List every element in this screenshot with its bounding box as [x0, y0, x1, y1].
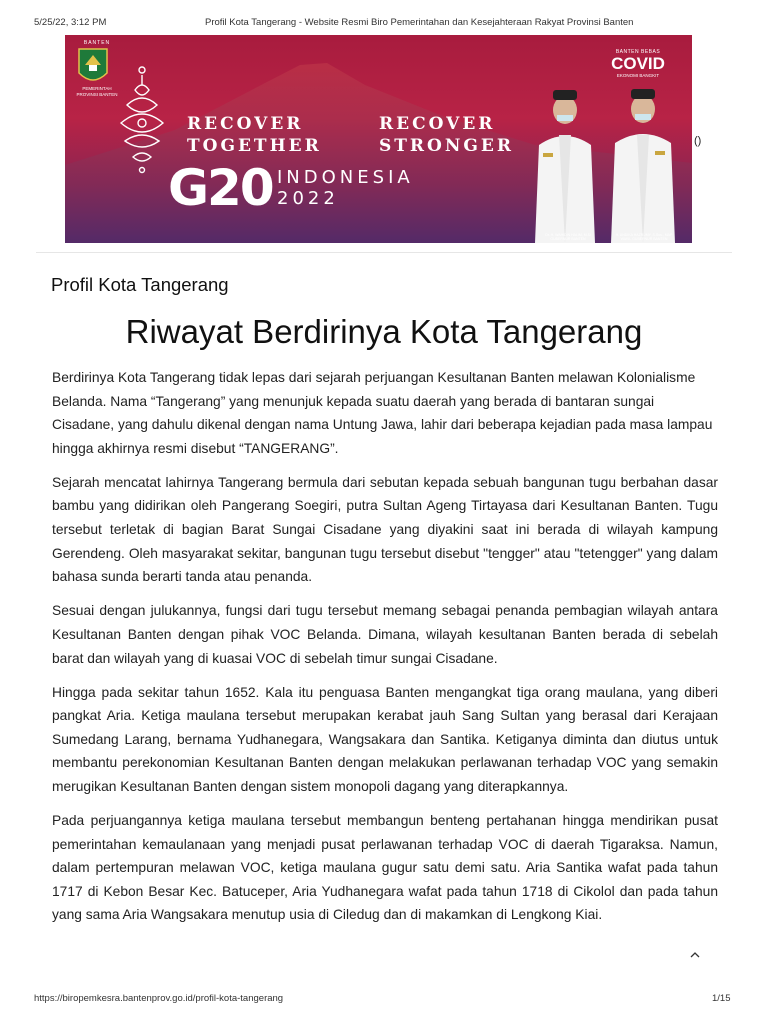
g20-country-year: [277, 167, 414, 209]
paragraph: Sejarah mencatat lahirnya Tangerang bermula dari sebutan kepada sebuah bangunan tugu berbahan dasar bambu yang didirikan oleh Pangerang Soegiri, putra Sultan Ageng Tirtayasa dari Kesultanan Banten. Tugu tersebut terletak di bagian Barat Sungai Cisadane yang diyakini saat ini berada di wilayah kampung Gerendeng. Oleh masyarakat sekitar, bangunan tugu tersebut disebut "tengger" atau "tetengger" yang dalam bahasa sunda berarti tanda atau penanda.: [52, 474, 718, 585]
divider: [36, 252, 732, 253]
g20-country: INDONESIA: [277, 167, 414, 188]
official-caption-right: [611, 233, 677, 241]
slogan-line: RECOVER: [379, 114, 496, 134]
print-header: [0, 0, 768, 30]
paragraph: Sesuai dengan julukannya, fungsi dari tugu tersebut memang sebagai penanda pembagian wilayah antara Kesultanan Banten dengan pihak VOC Belanda. Dimana, wilayah kesultanan Banten berada di sebelah barat dan wilayah yang di kuasai VOC di sebelah timur sungai Cisadane.: [52, 603, 718, 666]
page-subtitle: Profil Kota Tangerang: [51, 274, 229, 295]
print-url: https://biropemkesra.bantenprov.go.id/profil-kota-tangerang: [34, 993, 284, 1004]
province-logo: [73, 40, 121, 98]
slogan-line: RECOVER: [187, 114, 304, 134]
g20-year: 2022: [277, 188, 339, 209]
caption-role: GUBERNUR BANTEN: [550, 237, 586, 241]
recover-stronger-slogan: [379, 113, 514, 157]
covid-line1: BANTEN BEBAS: [615, 49, 661, 55]
covid-line3: EKONOMI BANGKIT: [616, 73, 660, 78]
article-body: [52, 366, 718, 938]
header-banner[interactable]: [65, 35, 692, 243]
caption-name: Dr. H. WAHIDIN HALIM, M.Si: [545, 233, 591, 237]
recover-together-slogan: [187, 113, 322, 157]
chevron-up-glyph: [690, 951, 700, 958]
caption-role: WAKIL GUBERNUR BANTEN: [620, 237, 668, 241]
side-mark: (): [694, 135, 702, 147]
logo-top-text: BANTEN: [83, 40, 111, 46]
caption-name: H. ANDIKA HAZRUMY, S.Sos., MAP: [615, 233, 673, 237]
paragraph: Berdirinya Kota Tangerang tidak lepas dari sejarah perjuangan Kesultanan Banten melawan Kolonialisme Belanda. Nama “Tangerang” yang menunjuk kepada suatu daerah yang berada di bantaran sungai Cisadane, yang dahulu dikenal dengan nama Untung Jawa, lahir dari beberapa kejadian pada masa lampau hingga akhirnya resmi disebut “TANGERANG”.: [52, 370, 713, 456]
logo-caption-line1: PEMERINTAH: [82, 86, 112, 91]
slogan-line: STRONGER: [379, 136, 515, 156]
chevron-up-icon[interactable]: [690, 945, 700, 961]
article-title: Riwayat Berdirinya Kota Tangerang: [125, 313, 643, 350]
logo-caption: [73, 86, 121, 98]
slogan-line: TOGETHER: [187, 136, 322, 156]
print-page-title: Profil Kota Tangerang - Website Resmi Biro Pemerintahan dan Kesejahteraan Rakyat Provinsi Banten: [205, 17, 634, 28]
print-datetime: 5/25/22, 3:12 PM: [34, 17, 107, 28]
covid-line2: COVID: [611, 54, 665, 73]
covid-campaign-logo: [598, 49, 678, 89]
official-caption-left: [535, 233, 601, 241]
g20-logo-text: G20: [168, 159, 273, 217]
print-page-number: 1/15: [712, 993, 731, 1004]
logo-caption-line2: PROVINSI BANTEN: [76, 92, 118, 97]
paragraph: Hingga pada sekitar tahun 1652. Kala itu penguasa Banten mengangkat tiga orang maulana, yang diberi pangkat Aria. Ketiga maulana tersebut merupakan kerabat jauh Sang Sultan yang berasal dari Kerajaan Sumedang Larang, bernama Yudhanegara, Wangsakara dan Santika. Ketiganya diminta dan diutus untuk membantu perekonomian Kesultanan Banten dengan melakukan perlawanan terhadap VOC yang semakin merugikan Kesultanan Banten dengan sistem monopoli dagang yang diterapkannya.: [52, 684, 718, 794]
paragraph: Pada perjuangannya ketiga maulana tersebut membangun benteng pertahanan hingga mendirikan pusat pemerintahan kemaulanaan yang menjadi pusat perlawanan terhadap VOC di daerah Tigaraksa. Namun, dalam pertempuran melawan VOC, ketiga maulana gugur satu demi satu. Aria Santika wafat pada tahun 1717 di Kebon Besar Kec. Batuceper, Aria Yudhanegara wafat pada tahun 1718 di Cikolol dan pada tahun yang sama Aria Wangsakara menutup usia di Ciledug dan di makamkan di Lengkong Kiai.: [52, 813, 718, 923]
